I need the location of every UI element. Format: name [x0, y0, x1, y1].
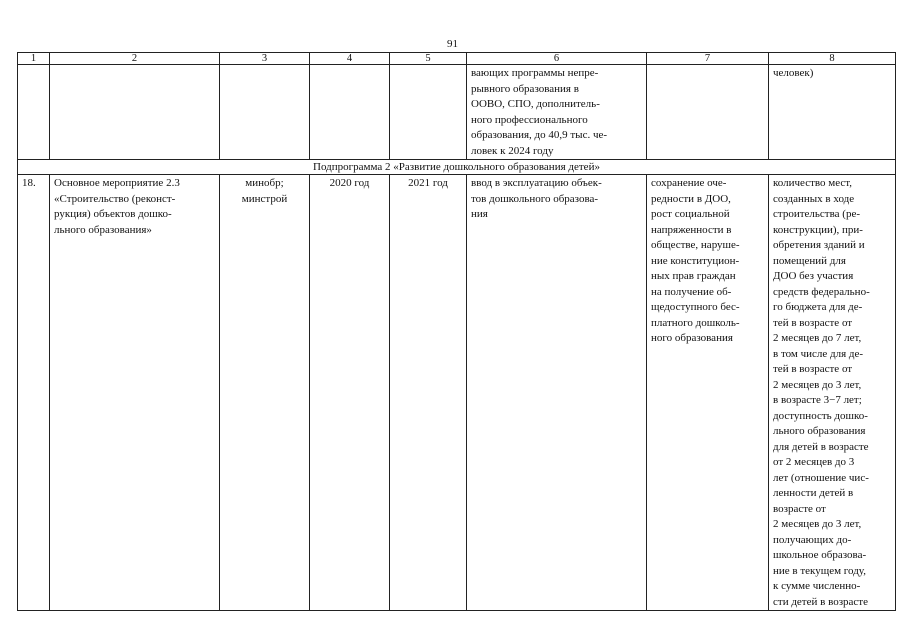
text-line: вающих программы непре- — [471, 67, 599, 79]
cell-empty — [220, 65, 310, 160]
text-line: обществе, наруше- — [651, 239, 740, 251]
column-number: 7 — [647, 53, 769, 65]
continuation-indicator-cell — [769, 65, 896, 160]
text-line: доступность дошко- — [773, 409, 868, 422]
text-line: для детей в возрасте — [773, 440, 869, 453]
consequences-cell — [647, 175, 769, 611]
text-line: напряженности в — [651, 223, 732, 236]
text-line: количество мест, — [773, 177, 852, 189]
subprogram-row — [18, 160, 896, 175]
text-line: ООВО, СПО, дополнитель- — [471, 98, 600, 110]
text-line: ных прав граждан — [651, 270, 736, 282]
text-line: сти детей в возрасте — [773, 595, 868, 608]
text-line: тей в возрасте от — [773, 363, 853, 375]
column-number: 5 — [390, 53, 467, 65]
cell-empty — [50, 65, 220, 160]
text-line: от 2 месяцев до 3 — [773, 456, 855, 468]
text-line: рывного образования в — [471, 82, 579, 95]
end-year-cell: 2021 год — [390, 175, 467, 611]
indicator-cell — [769, 175, 896, 611]
text-line: минстрой — [241, 192, 288, 205]
table-row-18 — [18, 175, 896, 611]
column-number: 1 — [18, 53, 50, 65]
cell-empty — [310, 65, 390, 160]
page-number: 91 — [447, 38, 458, 50]
text-line: льного образования — [773, 425, 866, 437]
text-line: ловек к 2024 году — [471, 144, 554, 157]
text-line: к сумме численно- — [773, 580, 861, 592]
text-line: редности в ДОО, — [651, 192, 731, 205]
text-line: го бюджета для де- — [773, 301, 863, 313]
text-line: созданных в ходе — [773, 192, 855, 205]
column-number: 2 — [50, 53, 220, 65]
text-line: образования, до 40,9 тыс. че- — [471, 129, 608, 141]
text-line: ния — [471, 208, 488, 220]
text-line: Основное мероприятие 2.3 — [54, 177, 180, 189]
text-line: школьное образова- — [773, 549, 867, 561]
text-line: рукция) объектов дошко- — [54, 208, 172, 220]
text-line: на получение об- — [651, 285, 732, 298]
text-line: человек) — [773, 67, 814, 79]
text-line: лет (отношение чис- — [773, 471, 869, 484]
subprogram-title: Подпрограмма 2 «Развитие дошкольного образования детей» — [18, 160, 896, 175]
text-line: получающих до- — [773, 533, 852, 546]
cell-empty — [390, 65, 467, 160]
column-number: 4 — [310, 53, 390, 65]
text-line: обретения зданий и — [773, 239, 865, 251]
text-line: минобр; — [245, 177, 284, 189]
text-line: сохранение оче- — [651, 177, 727, 189]
continuation-row — [18, 65, 896, 160]
text-line: льного образования» — [54, 223, 152, 236]
text-line: тов дошкольного образова- — [471, 192, 599, 205]
start-year-cell: 2020 год — [310, 175, 390, 611]
program-table — [17, 52, 896, 611]
column-number-row — [18, 53, 896, 65]
cell-empty — [18, 65, 50, 160]
column-number: 8 — [769, 53, 896, 65]
text-line: «Строительство (реконст- — [54, 192, 176, 205]
expected-result-cell — [467, 175, 647, 611]
column-number: 3 — [220, 53, 310, 65]
cell-empty — [647, 65, 769, 160]
text-line: 2 месяцев до 3 лет, — [773, 378, 862, 391]
measure-name-cell — [50, 175, 220, 611]
text-line: ленности детей в — [773, 487, 854, 499]
text-line: 2 месяцев до 3 лет, — [773, 518, 862, 530]
text-line: помещений для — [773, 254, 846, 267]
text-line: платного дошколь- — [651, 316, 740, 329]
text-line: 2 месяцев до 7 лет, — [773, 332, 862, 344]
text-line: строительства (ре- — [773, 208, 860, 220]
text-line: в том числе для де- — [773, 347, 864, 360]
text-line: ние конституцион- — [651, 254, 740, 267]
text-line: средств федерально- — [773, 285, 870, 298]
text-line: конструкции), при- — [773, 223, 863, 236]
text-line: тей в возрасте от — [773, 316, 853, 329]
text-line: ние в текущем году, — [773, 564, 866, 577]
text-line: ввод в эксплуатацию объек- — [471, 177, 602, 189]
text-line: возрасте от — [773, 502, 826, 515]
text-line: ного профессионального — [471, 113, 588, 126]
text-line: щедоступного бес- — [651, 301, 740, 313]
row-number: 18. — [18, 175, 50, 611]
executor-cell — [220, 175, 310, 611]
text-line: рост социальной — [651, 208, 730, 220]
text-line: ного образования — [651, 332, 733, 344]
text-line: ДОО без участия — [773, 270, 854, 282]
column-number: 6 — [467, 53, 647, 65]
text-line: в возрасте 3−7 лет; — [773, 394, 862, 406]
continuation-result-cell — [467, 65, 647, 160]
